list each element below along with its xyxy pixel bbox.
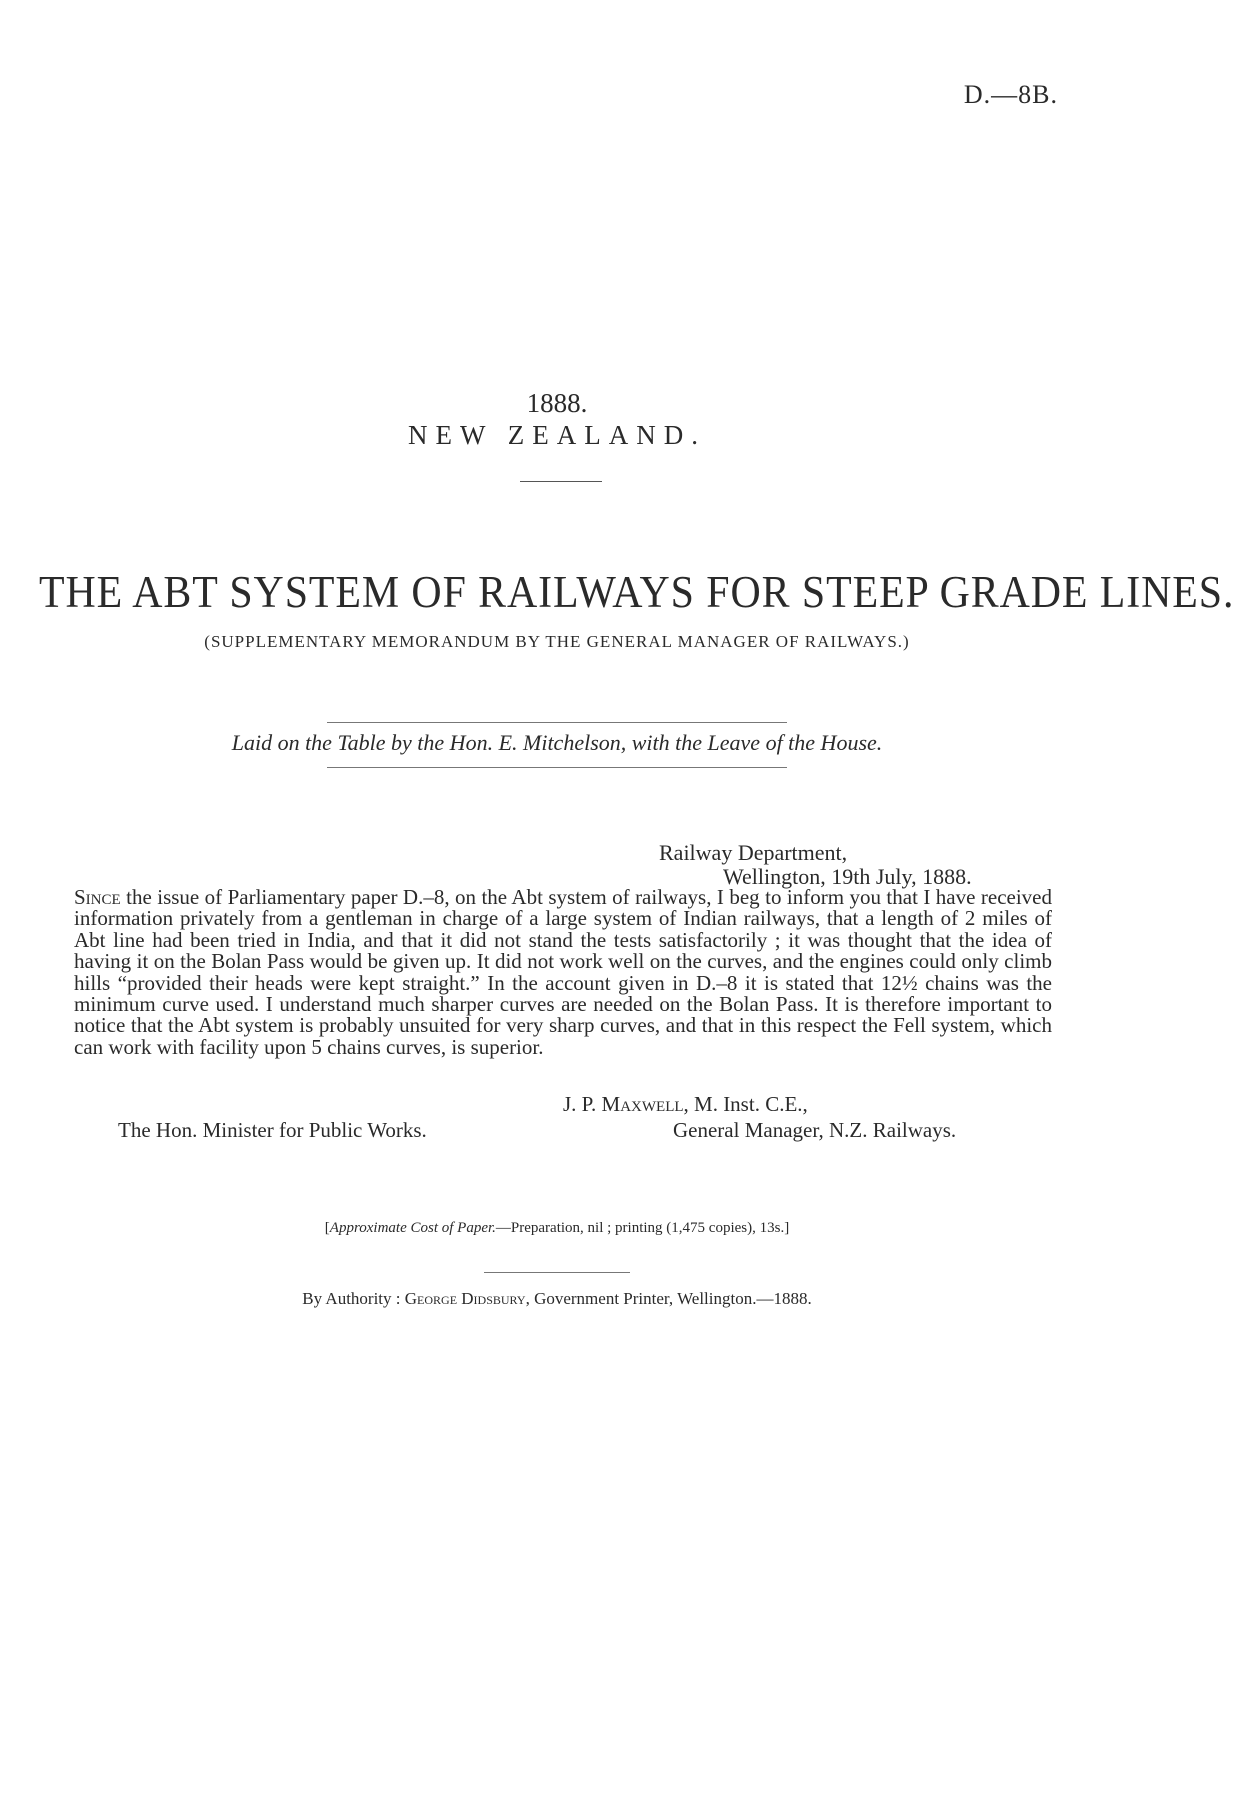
- signatory-name: J. P. Maxwell, M. Inst. C.E.,: [563, 1092, 808, 1116]
- page-reference: D.—8B.: [963, 80, 1058, 109]
- divider-rule: [520, 481, 602, 482]
- document-title: THE ABT SYSTEM OF RAILWAYS FOR STEEP GRADE LINES.: [38, 567, 1234, 617]
- authority-prefix: By Authority :: [302, 1289, 405, 1308]
- divider-rule: [327, 722, 787, 723]
- letter-body: [74, 887, 1052, 1058]
- addressee: The Hon. Minister for Public Works.: [118, 1118, 427, 1142]
- country-heading: NEW ZEALAND.: [408, 420, 706, 450]
- letter-place-date: Wellington, 19th July, 1888.: [723, 864, 972, 889]
- printer-name: George Didsbury: [404, 1289, 526, 1308]
- letter-department: Railway Department,: [659, 840, 848, 865]
- opening-word: Since: [74, 885, 121, 909]
- divider-rule: [327, 767, 787, 768]
- cost-label: Approximate Cost of Paper.: [329, 1220, 496, 1236]
- cost-detail: —Preparation, nil ; printing (1,475 copies), 13s.: [495, 1220, 785, 1236]
- authority-suffix: , Government Printer, Wellington.—1888.: [525, 1289, 812, 1308]
- letter-body-text: the issue of Parliamentary paper D.–8, on the Abt system of railways, I beg to inform you that I have received information privately from a gentleman in charge of a large system of Indian railways, that a length of 2 miles of Abt line had been tried in India, and that it did not stand the tests satisfactorily ; it was thought that the idea of having it on the Bolan Pass would be given up. It did not work well on the curves, and the engines could only climb hills “provided their heads were kept straight.” In the account given in D.–8 it is stated that 12½ chains was the minimum curve used. I understand much sharper curves are needed on the Bolan Pass. It is therefore important to notice that the Abt system is probably unsuited for very sharp curves, and that in this respect the Fell system, which can work with facility upon 5 chains curves, is superior.: [74, 885, 1052, 1059]
- year: 1888.: [526, 388, 588, 418]
- divider-rule: [484, 1272, 630, 1273]
- cost-note: [Approximate Cost of Paper.—Preparation, nil ; printing (1,475 copies), 13s.]: [324, 1220, 790, 1236]
- signatory-title: General Manager, N.Z. Railways.: [673, 1118, 957, 1142]
- printer-imprint: [0, 1289, 1114, 1309]
- laid-on-table-note: Laid on the Table by the Hon. E. Mitchelson, with the Leave of the House.: [231, 730, 883, 755]
- document-subtitle: (SUPPLEMENTARY MEMORANDUM BY THE GENERAL MANAGER OF RAILWAYS.): [204, 632, 910, 651]
